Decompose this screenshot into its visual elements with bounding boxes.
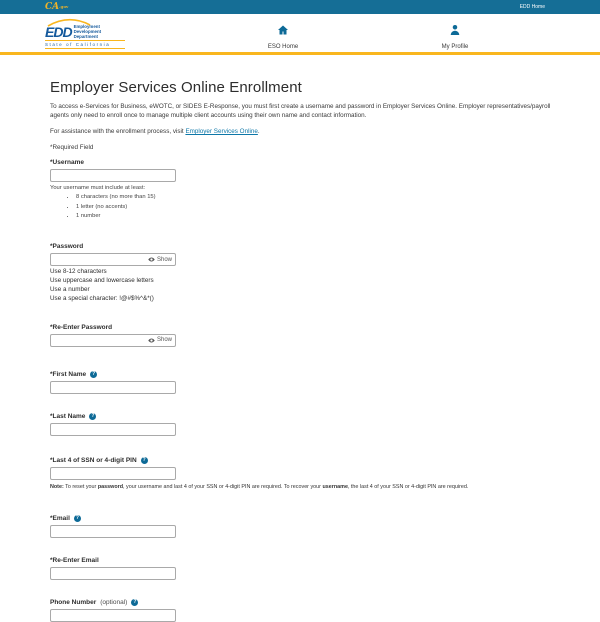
ssn-pin-group (50, 457, 555, 490)
nav-my-profile[interactable] (420, 23, 490, 50)
eye-icon (148, 337, 155, 344)
first-name-help-icon[interactable]: ? (92, 370, 96, 377)
last-name-input[interactable] (50, 423, 176, 436)
reenter-email-label: *Re-Enter Email (50, 556, 99, 564)
main-content (0, 55, 600, 622)
phone-input[interactable] (50, 609, 176, 622)
last-name-label: *Last Name (50, 412, 86, 420)
home-icon (277, 23, 289, 35)
nav-eso-home[interactable] (248, 23, 318, 50)
edd-wordmark: EDD (45, 24, 72, 40)
password-label: *Password (50, 243, 84, 251)
nav-my-profile-label: My Profile (441, 44, 469, 50)
employer-services-online-link[interactable]: Employer Services Online (185, 128, 258, 136)
password-group (50, 243, 555, 303)
edd-gold-arc (47, 19, 91, 27)
intro-paragraph: To access e-Services for Business, eWOTC, or SIDES E-Response, you must first create a username and password in Employer Services Online. Employer representatives/payroll agents only need to enroll once to manage multiple client accounts using their own name and contact information. (50, 103, 551, 119)
edd-department-text: Employment Development Department (73, 24, 102, 39)
username-rule: • 1 letter (no accents) (76, 204, 555, 210)
password-show-button[interactable]: Show (145, 256, 175, 263)
reenter-password-label: *Re-Enter Password (50, 323, 113, 331)
email-help-icon[interactable]: ? (75, 514, 79, 521)
edd-state-text: State of California (45, 40, 125, 49)
phone-group (50, 599, 555, 622)
username-rule: • 8 characters (no more than 15) (76, 194, 555, 200)
first-name-input[interactable] (50, 381, 176, 394)
ssn-pin-note: Note: To reset your password, your username and last 4 of your SSN or 4-digit PIN are required. To recover your username, the last 4 of your SSN or 4-digit PIN are required. (50, 483, 469, 490)
ssn-pin-help-icon[interactable]: ? (142, 456, 146, 463)
reenter-password-show-button[interactable]: Show (145, 337, 175, 344)
last-name-group (50, 413, 555, 436)
page-title: Employer Services Online Enrollment (50, 79, 302, 96)
reenter-email-group (50, 557, 555, 580)
reenter-email-input[interactable] (50, 567, 176, 580)
phone-label: Phone Number (50, 598, 97, 606)
username-rule: • 1 number (76, 213, 555, 219)
profile-icon (449, 23, 461, 35)
username-rules-list (50, 194, 555, 219)
email-group (50, 515, 555, 538)
reenter-password-group (50, 324, 555, 347)
email-label: *Email (50, 514, 70, 522)
username-rules-intro: Your username must include at least: (50, 185, 146, 192)
username-group (50, 159, 555, 219)
assistance-line: For assistance with the enrollment process, visit Employer Services Online. (50, 128, 260, 136)
email-input[interactable] (50, 525, 176, 538)
site-header (0, 14, 600, 55)
ssn-pin-label: *Last 4 of SSN or 4-digit PIN (50, 456, 137, 464)
phone-optional-label: (optional) (100, 598, 128, 606)
reenter-password-field (50, 334, 176, 347)
edd-home-link[interactable]: EDD Home (519, 4, 545, 10)
required-field-note: *Required Field (50, 144, 94, 152)
password-hints: Use 8-12 characters Use uppercase and lowercase letters Use a number Use a special character: !@#$%^&*() (50, 268, 154, 302)
nav-eso-home-label: ESO Home (267, 44, 299, 50)
phone-help-icon[interactable]: ? (133, 598, 137, 605)
first-name-group (50, 371, 555, 394)
utility-bar (0, 0, 600, 14)
cagov-logo[interactable]: CA.gov (45, 2, 69, 12)
password-field (50, 253, 176, 266)
username-label: *Username (50, 159, 84, 167)
eye-icon (148, 256, 155, 263)
first-name-label: *First Name (50, 370, 87, 378)
reenter-password-input[interactable] (51, 335, 145, 346)
last-name-help-icon[interactable]: ? (91, 412, 95, 419)
password-input[interactable] (51, 254, 145, 265)
username-input[interactable] (50, 169, 176, 182)
ssn-pin-input[interactable] (50, 467, 176, 480)
edd-logo[interactable] (45, 19, 125, 49)
